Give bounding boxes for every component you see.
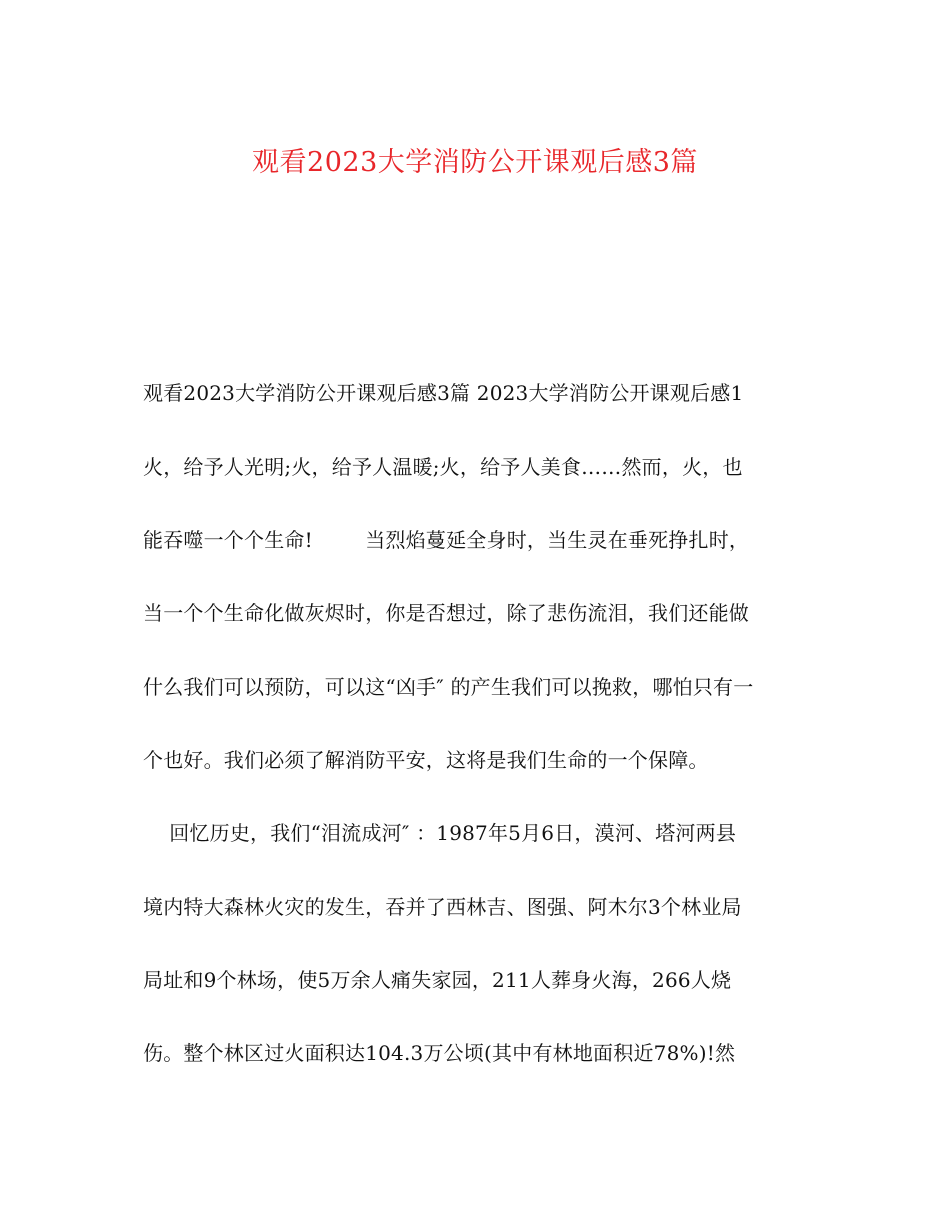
paragraph-line-1: 观看2023大学消防公开课观后感3篇 2023大学消防公开课观后感1 xyxy=(143,381,744,405)
document-title: 观看2023大学消防公开课观后感3篇 xyxy=(252,147,698,178)
paragraph-line-5: 什么我们可以预防，可以这“凶手″ 的产生我们可以挽救，哪怕只有一 xyxy=(143,675,754,699)
paragraph-line-4: 当一个个生命化做灰烬时，你是否想过，除了悲伤流泪，我们还能做 xyxy=(143,601,749,625)
paragraph-line-3: 能吞噬一个个生命! 当烈焰蔓延全身时，当生灵在垂死挣扎时， xyxy=(143,528,750,552)
paragraph-line-8: 境内特大森林火灾的发生，吞并了西林吉、图强、阿木尔3个林业局 xyxy=(143,895,742,919)
paragraph-line-7: 回忆历史，我们“泪流成河″ ：1987年5月6日，漠河、塔河两县 xyxy=(143,821,737,845)
paragraph-line-9: 局址和9个林场，使5万余人痛失家园，211人葬身火海，266人烧 xyxy=(143,968,732,992)
paragraph-line-6: 个也好。我们必须了解消防平安，这将是我们生命的一个保障。 xyxy=(143,748,709,772)
paragraph-line-10: 伤。整个林区过火面积达104.3万公顷(其中有林地面积近78%)!然 xyxy=(143,1041,736,1065)
paragraph-line-2: 火，给予人光明;火，给予人温暖;火，给予人美食……然而，火，也 xyxy=(143,455,743,479)
